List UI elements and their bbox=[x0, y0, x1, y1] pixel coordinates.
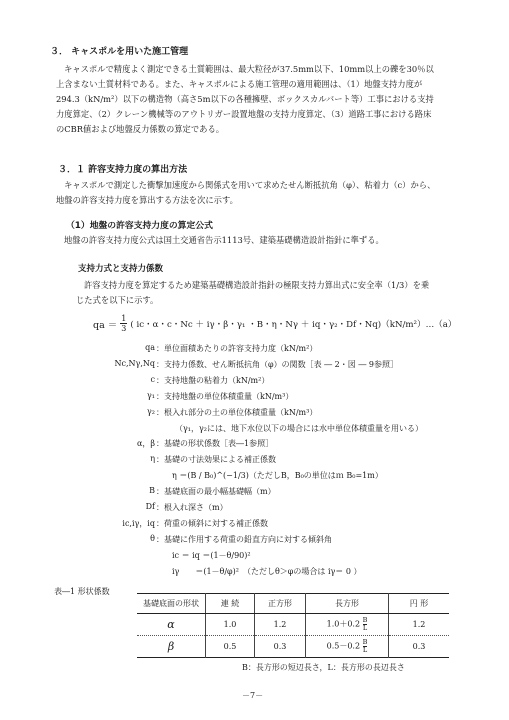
definition-description: ：基礎の寸法効果による補正係数 bbox=[156, 455, 276, 465]
definition-description: ：支持力係数、せん断抵抗角（φ）の関数［表 ― 2・図 ― 9参照］ bbox=[156, 359, 398, 369]
table-header-cell: 連 続 bbox=[206, 594, 255, 614]
definition-description: ：単位面積あたりの許容支持力度（kN/m²） bbox=[156, 344, 318, 353]
cell-expression: 0.5－0.2 bbox=[326, 641, 361, 651]
formula-section-heading: 支持力式と支持力係数 bbox=[78, 264, 164, 274]
definition-description: ：基礎の形状係数［表―1参照］ bbox=[156, 439, 274, 449]
table-row bbox=[137, 636, 449, 658]
equation-fraction bbox=[120, 314, 127, 333]
section-3-body bbox=[56, 62, 476, 137]
table-cell bbox=[306, 614, 389, 636]
shape-factor-table bbox=[137, 593, 449, 658]
b-over-l-fraction bbox=[363, 639, 368, 654]
definition-description: iγ ＝(1－θ/φ)² （ただしθ＞φの場合は iγ＝ 0 ） bbox=[172, 566, 362, 576]
section-3-line-1: キャスポルで精度よく測定できる土質範囲は、最大粒径が37.5mm以下、10mm以上の礫を30％以 bbox=[64, 64, 434, 74]
fraction-denominator: L bbox=[362, 624, 368, 632]
fraction-numerator: B bbox=[362, 616, 368, 624]
table-cell: 1.2 bbox=[389, 614, 450, 636]
table-cell bbox=[306, 636, 389, 658]
section-3-1-line-1: キャスポルで測定した衝撃加速度から関係式を用いて求めたせん断抵抗角（φ）、粘着力（c）から、 bbox=[64, 180, 436, 190]
equation-lhs: qa ＝ bbox=[93, 319, 118, 331]
equation-rhs: ( ic・α・c・Nc ＋ iγ・β・γ₁ ・B・η・Nγ ＋ iq・γ₂・Df・Nq)（kN/m²）…（a） bbox=[130, 319, 457, 330]
table-header-cell: 正方形 bbox=[255, 594, 306, 614]
definition-symbol: γ₁ bbox=[147, 390, 155, 400]
definition-symbol: η bbox=[150, 454, 155, 464]
table-cell: 0.3 bbox=[255, 636, 306, 658]
definition-description: η ＝(B / B₀)^(−1/3)（ただしB，B₀の単位はｍ B₀=1m） bbox=[172, 471, 383, 481]
subsection-1-body: 地盤の許容支持力度公式は国土交通省告示1113号、建築基礎構造設計指針に準ずる。 bbox=[64, 235, 384, 245]
definition-symbol: α，β bbox=[136, 439, 155, 449]
definition-symbol: γ₂ bbox=[147, 406, 155, 416]
subsection-1-heading: （1）地盤の許容支持力度の算定公式 bbox=[66, 221, 213, 231]
definition-description: ：支持地盤の単位体積重量（kN/m³） bbox=[156, 391, 294, 401]
section-3-1-body bbox=[56, 178, 476, 208]
definition-symbol: ic,iγ，iq bbox=[122, 518, 155, 528]
definition-symbol: Nc,Nγ,Nq bbox=[114, 358, 155, 368]
definition-description: ：荷重の傾斜に対する補正係数 bbox=[156, 518, 268, 528]
section-3-1-line-2: 地盤の許容支持力度を算出する方法を次に示す。 bbox=[56, 195, 238, 205]
definition-symbol: Df bbox=[145, 502, 155, 511]
table-row bbox=[137, 614, 449, 636]
section-3-line-4: 力度算定、（2）クレーン機械等のアウトリガー設置地盤の支持力度算定、（3）道路工事における路床 bbox=[56, 109, 432, 119]
bearing-capacity-equation bbox=[93, 314, 456, 333]
table-cell: 0.5 bbox=[206, 636, 255, 658]
formula-section-body bbox=[76, 278, 476, 308]
definition-symbol: θ bbox=[150, 533, 155, 543]
table-cell: 1.2 bbox=[255, 614, 306, 636]
b-over-l-fraction bbox=[363, 617, 368, 632]
page-number: －7－ bbox=[242, 691, 264, 700]
section-3-line-5: のCBR値および地盤反力係数の算定である。 bbox=[56, 124, 225, 134]
fraction-numerator: B bbox=[362, 638, 368, 646]
formula-line-1: 許容支持力度を算定するため建築基礎構造設計指針の極限支持力算出式に安全率（1/3）を乗 bbox=[84, 280, 430, 290]
table-cell: 0.3 bbox=[389, 636, 450, 658]
definition-description: ：基礎底面の最小幅基礎幅（m） bbox=[156, 487, 276, 497]
definition-description: ：根入れ部分の土の単位体積重量（kN/m³） bbox=[156, 407, 318, 417]
cell-expression: 1.0＋0.2 bbox=[326, 619, 361, 629]
section-3-heading: ３． キャスポルを用いた施工管理 bbox=[50, 47, 189, 57]
section-3-1-heading: ３．１ 許容支持力度の算出方法 bbox=[58, 165, 188, 175]
definition-description: ：基礎に作用する荷重の鉛直方向に対する傾斜角 bbox=[156, 534, 332, 544]
table-row-symbol: β bbox=[167, 640, 175, 653]
section-3-line-3: 294.3（kN/m²）以下の構造物（高さ5m以下の各種擁壁、ボックスカルバート等）工事における支持 bbox=[56, 94, 434, 104]
definition-symbol: c bbox=[150, 374, 155, 384]
section-3-line-2: 上含まない土質材料である。また、キャスポルによる施工管理の適用範囲は、（1）地盤支持力度が bbox=[56, 79, 423, 89]
definition-symbol: qa bbox=[145, 343, 155, 352]
fraction-numerator: 1 bbox=[121, 314, 127, 323]
table-1-note: B：長方形の短辺長さ，L：長方形の長辺長さ bbox=[242, 663, 405, 672]
table-1-caption: 表―1 形状係数 bbox=[54, 587, 110, 596]
definition-description: （γ₁，γ₂には、地下水位以下の場合には水中単位体積重量を用いる） bbox=[175, 423, 423, 433]
table-header-cell: 基礎底面の形状 bbox=[137, 594, 206, 614]
table-row-symbol: α bbox=[137, 614, 206, 636]
fraction-denominator: L bbox=[362, 646, 368, 654]
definition-description: ：支持地盤の粘着力（kN/m²） bbox=[156, 375, 270, 385]
table-cell: 1.0 bbox=[206, 614, 255, 636]
table-header-row bbox=[137, 594, 449, 614]
definition-symbol: B bbox=[149, 486, 155, 496]
formula-line-2: じた式を以下に示す。 bbox=[76, 295, 159, 305]
fraction-denominator: 3 bbox=[121, 324, 127, 333]
table-header-cell: 円 形 bbox=[389, 594, 450, 614]
table-header-cell: 長方形 bbox=[306, 594, 389, 614]
definition-description: ：根入れ深さ（m） bbox=[156, 503, 228, 512]
definition-description: ic ＝ iq ＝(1－θ/90)² bbox=[172, 550, 251, 560]
